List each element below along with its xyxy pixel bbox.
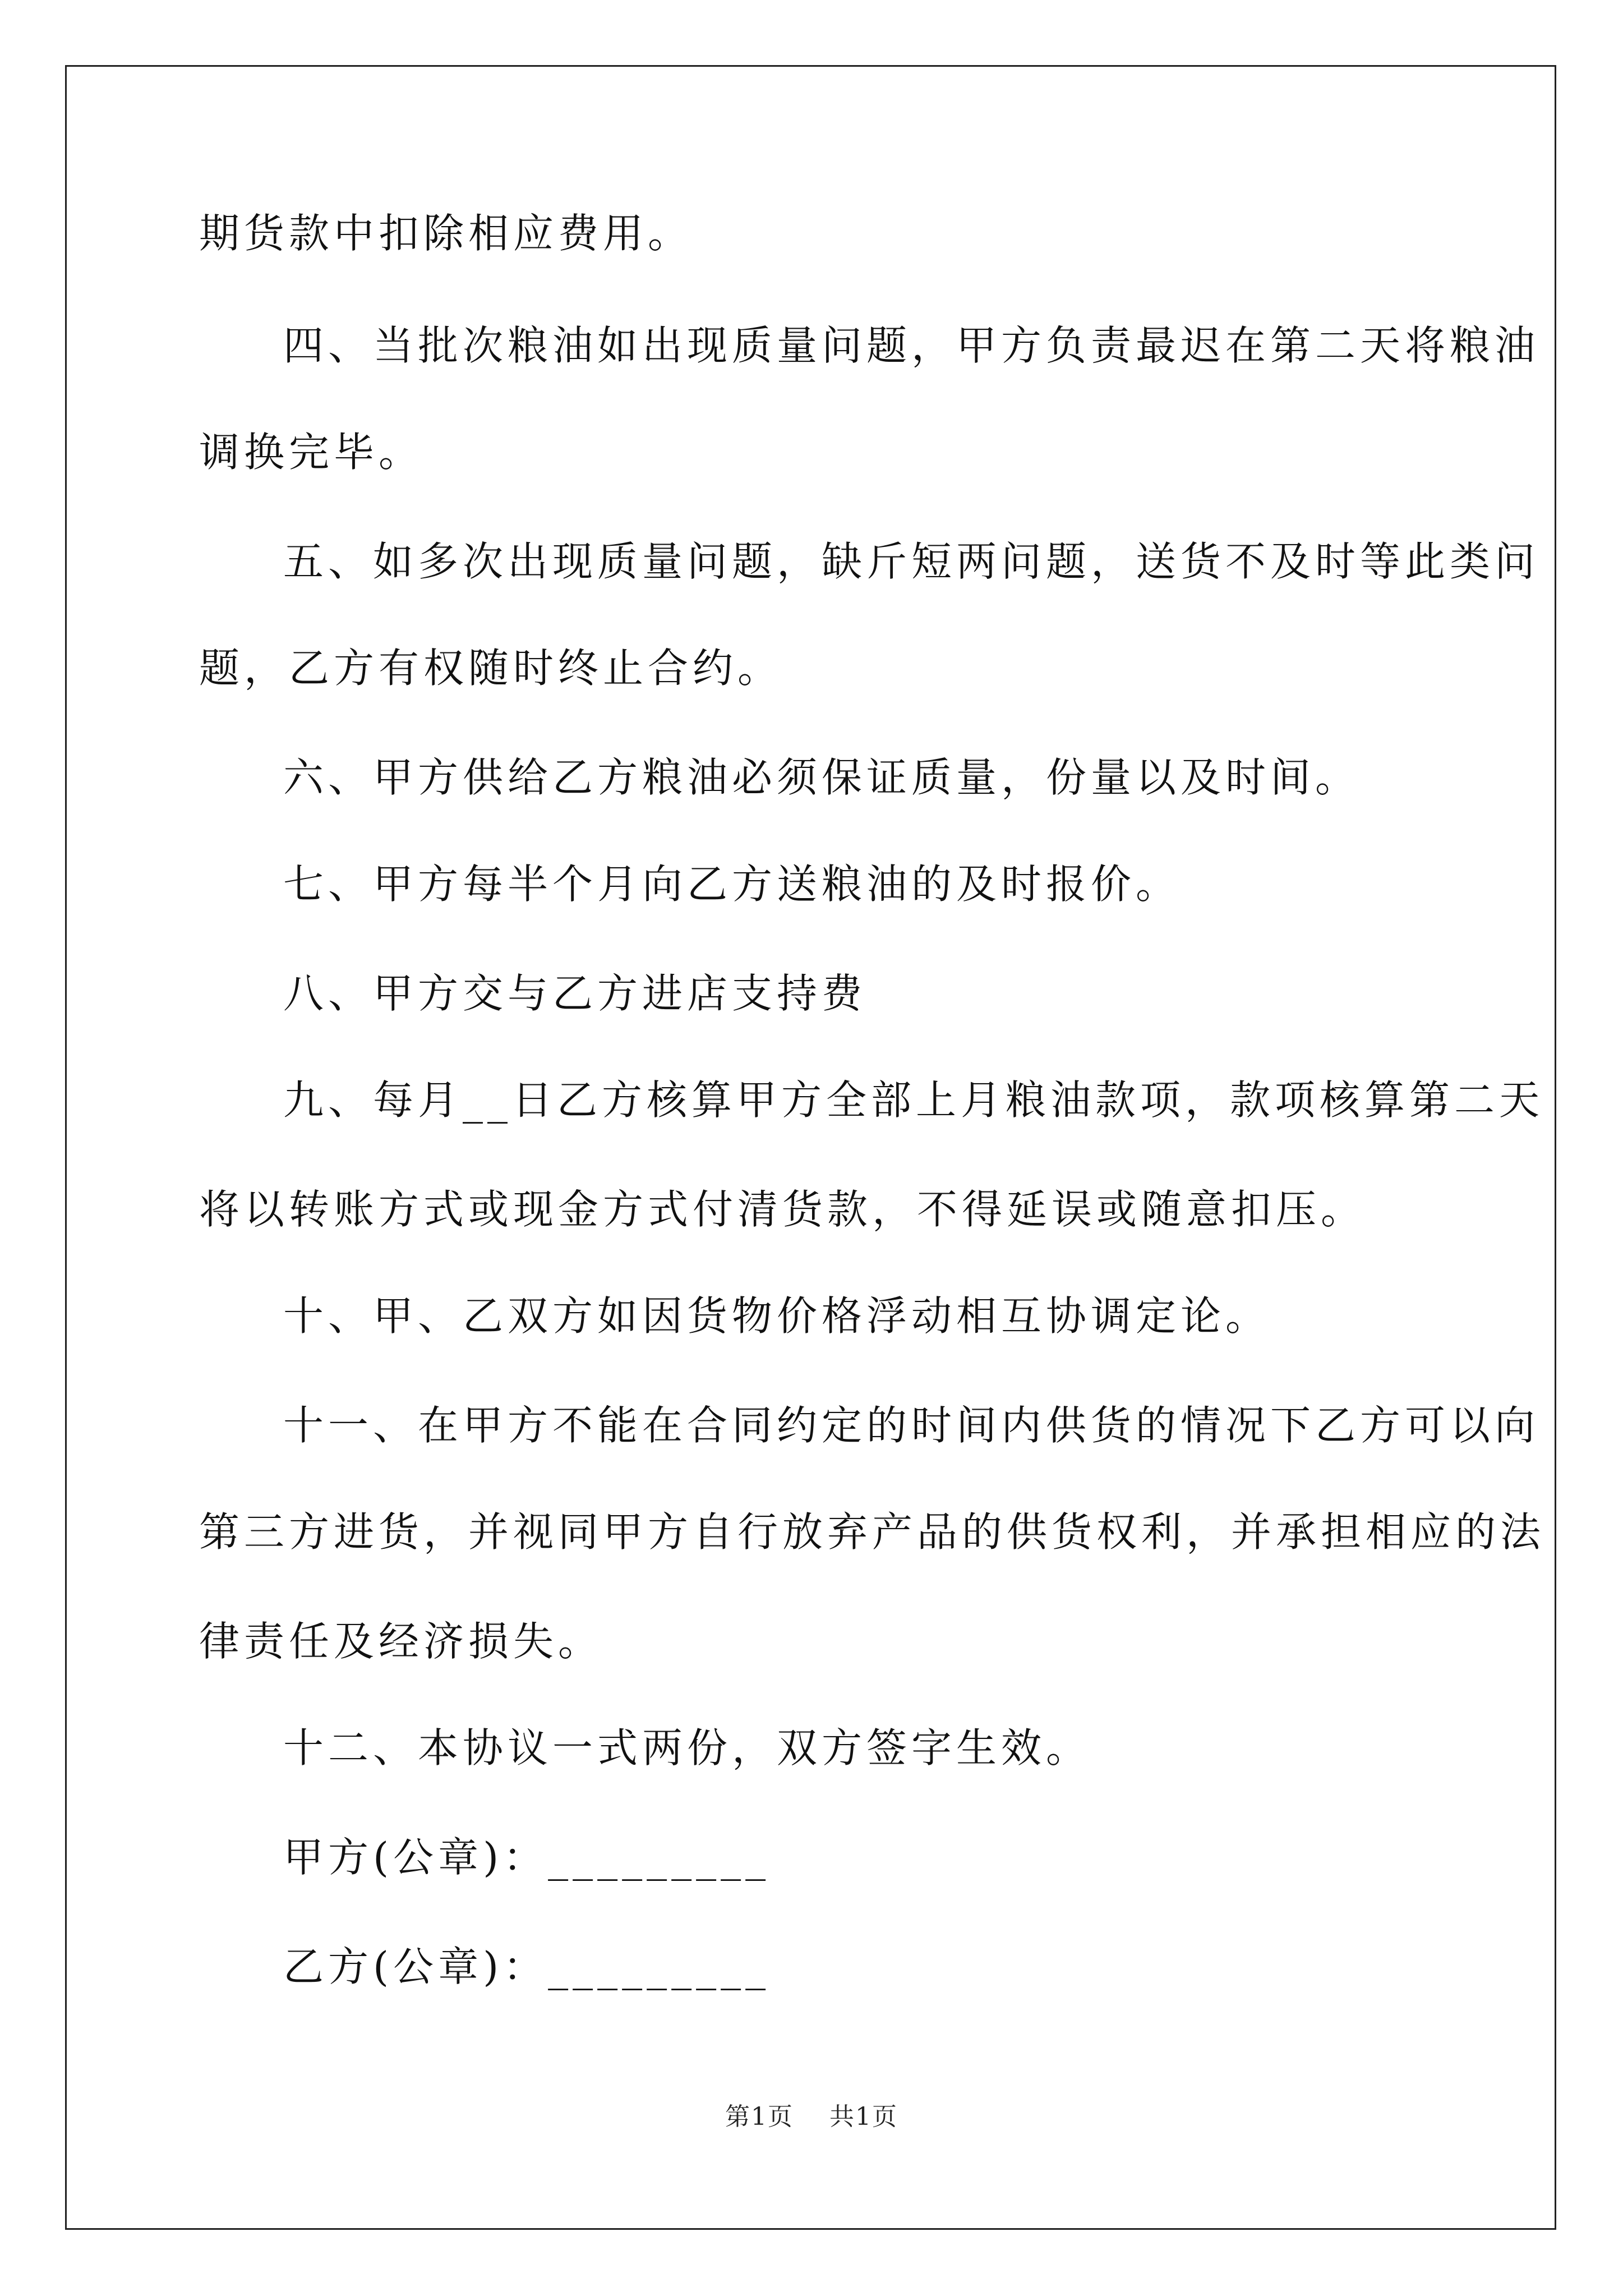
- paragraph-line: 七、甲方每半个月向乙方送粮油的及时报价。: [283, 861, 1181, 908]
- paragraph-line: 将以转账方式或现金方式付清货款，不得延误或随意扣压。: [199, 1186, 1366, 1233]
- page-number-current: 第1页: [725, 2102, 794, 2131]
- paragraph-line: 律责任及经济损失。: [199, 1618, 603, 1665]
- paragraph-line: 题，乙方有权随时终止合约。: [199, 645, 783, 692]
- paragraph-line: 四、当批次粮油如出现质量问题，甲方负责最迟在第二天将粮油: [283, 322, 1540, 369]
- paragraph-line: 六、甲方供给乙方粮油必须保证质量，份量以及时间。: [283, 754, 1361, 801]
- page-border: [65, 65, 1556, 2230]
- paragraph-line: 第三方进货，并视同甲方自行放弃产品的供货权利，并承担相应的法: [199, 1508, 1546, 1556]
- paragraph-line: 调换完毕。: [199, 429, 424, 476]
- page-number-total: 共1页: [829, 2102, 898, 2131]
- paragraph-line: 十一、在甲方不能在合同约定的时间内供货的情况下乙方可以向: [283, 1402, 1540, 1449]
- signature-party-b: 乙方(公章)：_________: [283, 1943, 771, 1990]
- paragraph-line: 期货款中扣除相应费用。: [199, 210, 693, 257]
- paragraph-line: 十、甲、乙双方如因货物价格浮动相互协调定论。: [283, 1292, 1271, 1340]
- signature-party-a: 甲方(公章)：_________: [283, 1834, 771, 1881]
- paragraph-line: 五、如多次出现质量问题，缺斤短两问题，送货不及时等此类问: [283, 538, 1540, 585]
- paragraph-line: 九、每月__日乙方核算甲方全部上月粮油款项，款项核算第二天: [283, 1076, 1544, 1124]
- page-footer: [0, 2100, 1623, 2134]
- paragraph-line: 十二、本协议一式两份，双方签字生效。: [283, 1724, 1091, 1772]
- paragraph-line: 八、甲方交与乙方进店支持费: [283, 970, 867, 1017]
